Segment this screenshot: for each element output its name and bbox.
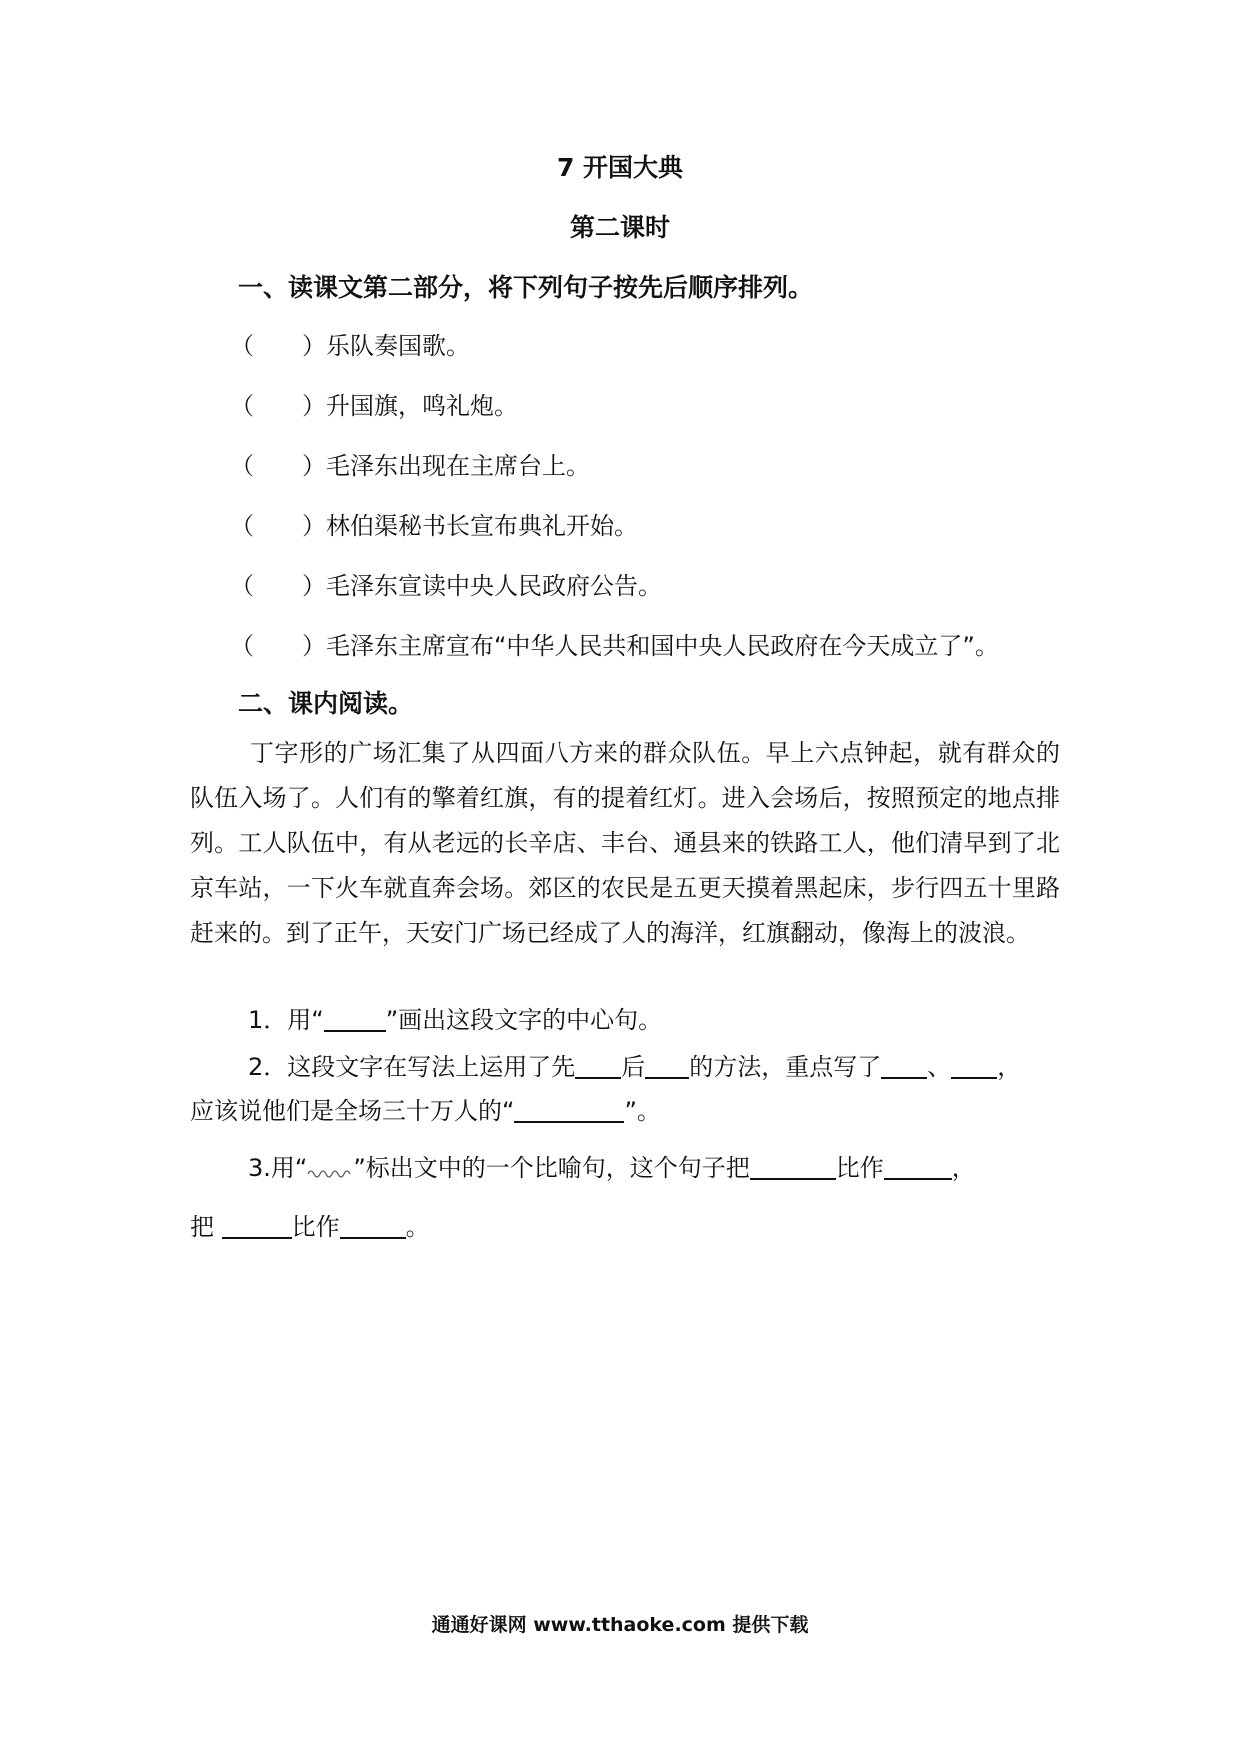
answer-blank[interactable] [575,1053,621,1079]
answer-blank[interactable] [750,1154,836,1180]
answer-blank[interactable] [645,1053,689,1079]
answer-paren: （ ） [230,392,326,420]
answer-paren: （ ） [230,572,326,600]
order-item-text: 乐队奏国歌。 [326,332,470,360]
page-title: 7 开国大典 [556,153,684,182]
order-item [230,506,638,541]
order-item-text: 升国旗，鸣礼炮。 [326,392,518,420]
order-item [230,446,590,481]
answer-blank[interactable] [881,1053,927,1079]
answer-blank[interactable] [951,1053,997,1079]
question-3-cont: 把 比作 。 [190,1213,430,1241]
order-item-text: 毛泽东主席宣布“中华人民共和国中央人民政府在今天成立了”。 [326,632,999,660]
answer-paren: （ ） [230,512,326,540]
footer-credit: 通通好课网 www.tthaoke.com 提供下载 [431,1614,809,1636]
reading-passage: 丁字形的广场汇集了从四面八方来的群众队伍。早上六点钟起，就有群众的队伍入场了。人们有的擎着红旗，有的提着红灯。进入会场后，按照预定的地点排列。工人队伍中，有从老远的长辛店、丰台、通县来的铁路工人，他们清早到了北京车站，一下火车就直奔会场。郊区的农民是五更天摸着黑起床，步行四五十里路赶来的。到了正午，天安门广场已经成了人的海洋，红旗翻动，像海上的波浪。 [190,739,1060,947]
question-2-cont: 应该说他们是全场三十万人的“ ”。 [190,1097,661,1125]
question-1: 1．用“ ”画出这段文字的中心句。 [248,1006,663,1034]
answer-paren: （ ） [230,332,326,360]
question-3: 3.用“ ”标出文中的一个比喻句，这个句子把 比作 ， [248,1154,976,1182]
question-2: 2．这段文字在写法上运用了先 后 的方法，重点写了 、 ， [248,1053,1022,1081]
page-subtitle: 第二课时 [569,213,670,242]
section2-heading: 二、课内阅读。 [238,689,414,718]
answer-paren: （ ） [230,452,326,480]
answer-blank[interactable] [340,1213,406,1239]
order-item-text: 毛泽东出现在主席台上。 [326,452,590,480]
order-item [230,626,999,661]
answer-paren: （ ） [230,632,326,660]
order-item [230,566,662,601]
order-item-text: 林伯渠秘书长宣布典礼开始。 [326,512,638,540]
answer-blank[interactable] [514,1097,624,1123]
order-item [230,326,470,361]
section1-heading: 一、读课文第二部分，将下列句子按先后顺序排列。 [238,273,814,302]
answer-blank[interactable] [222,1213,292,1239]
order-item-text: 毛泽东宣读中央人民政府公告。 [326,572,662,600]
wavy-underline-icon [307,1166,353,1178]
answer-blank[interactable] [324,1006,386,1032]
answer-blank[interactable] [884,1154,952,1180]
order-item [230,386,518,421]
